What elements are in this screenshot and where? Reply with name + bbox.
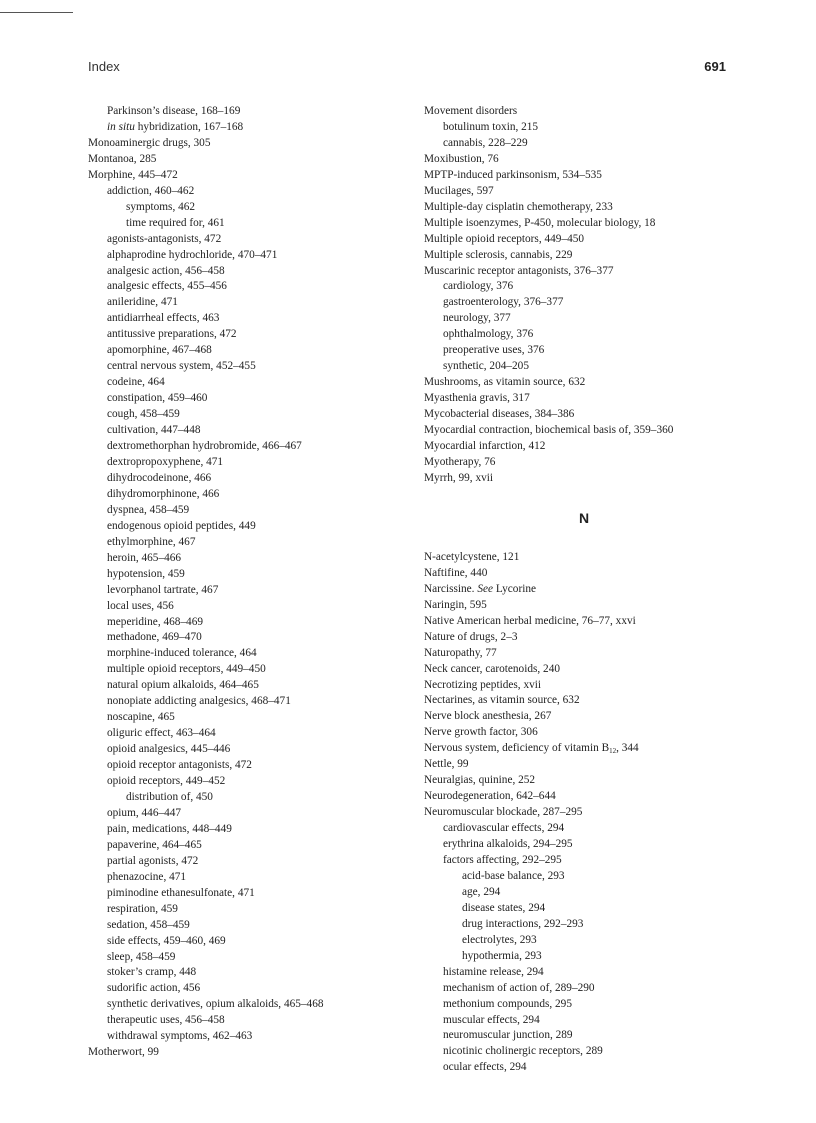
entry-text: Neuralgias, quinine, 252: [424, 774, 536, 787]
index-entry: [88, 455, 408, 471]
entry-text: sedation, 458–459: [107, 918, 190, 931]
index-entry: [424, 359, 744, 375]
index-entry: [424, 853, 744, 869]
entry-text: Nature of drugs, 2–3: [424, 630, 518, 643]
entry-text: Naringin, 595: [424, 598, 487, 611]
index-entry: [88, 391, 408, 407]
index-entry: [88, 152, 408, 168]
index-entry: [424, 997, 744, 1013]
entry-text: cultivation, 447–448: [107, 424, 201, 437]
index-entry: [88, 216, 408, 232]
entry-text: Myasthenia gravis, 317: [424, 392, 530, 405]
index-entry: [424, 104, 744, 120]
entry-text: MPTP-induced parkinsonism, 534–535: [424, 168, 602, 181]
index-entry: [88, 615, 408, 631]
index-entry: [424, 837, 744, 853]
entry-text: Multiple-day cisplatin chemotherapy, 233: [424, 200, 613, 213]
index-entry: [88, 471, 408, 487]
index-entry: [88, 838, 408, 854]
entry-text: Naturopathy, 77: [424, 646, 497, 659]
index-entry: [424, 630, 744, 646]
index-entry: [424, 566, 744, 582]
entry-text: disease states, 294: [462, 901, 546, 914]
index-entry: [424, 917, 744, 933]
index-entry: [88, 1045, 408, 1061]
index-entry: [88, 981, 408, 997]
entry-text: hypotension, 459: [107, 567, 185, 580]
entry-text: Nerve block anesthesia, 267: [424, 710, 552, 723]
entry-text: piminodine ethanesulfonate, 471: [107, 886, 255, 899]
index-entry: [88, 439, 408, 455]
index-group-m: [424, 104, 744, 487]
entry-text: cardiology, 376: [443, 280, 514, 293]
index-entry: [424, 789, 744, 805]
entry-text: hybridization, 167–168: [137, 120, 244, 133]
entry-text: Mucilages, 597: [424, 184, 494, 197]
index-entry: [424, 439, 744, 455]
index-entry: [88, 854, 408, 870]
index-entry: [88, 279, 408, 295]
index-entry: [424, 901, 744, 917]
entry-text: analgesic action, 456–458: [107, 264, 225, 277]
entry-text: Nervous system, deficiency of vitamin B: [424, 742, 610, 755]
entry-text: Multiple isoenzymes, P-450, molecular biology, 18: [424, 216, 656, 229]
index-entry: [88, 902, 408, 918]
entry-text: muscular effects, 294: [443, 1013, 540, 1026]
index-entry: [424, 152, 744, 168]
entry-text: neuromuscular junction, 289: [443, 1029, 573, 1042]
running-head: [88, 59, 728, 77]
index-entry: [88, 822, 408, 838]
entry-text: heroin, 465–466: [107, 551, 182, 564]
entry-text: Nettle, 99: [424, 758, 469, 771]
entry-text: dihydrocodeinone, 466: [107, 471, 212, 484]
entry-text: Muscarinic receptor antagonists, 376–377: [424, 264, 614, 277]
entry-text: endogenous opioid peptides, 449: [107, 519, 256, 532]
index-entry: [88, 710, 408, 726]
entry-text: apomorphine, 467–468: [107, 344, 212, 357]
entry-text: distribution of, 450: [126, 790, 213, 803]
index-entry: [424, 295, 744, 311]
entry-text: Motherwort, 99: [88, 1046, 159, 1059]
index-entry: [424, 773, 744, 789]
entry-text: neurology, 377: [443, 312, 511, 325]
index-entry: [424, 232, 744, 248]
index-entry: [424, 216, 744, 232]
index-entry: [424, 693, 744, 709]
entry-text: synthetic, 204–205: [443, 360, 529, 373]
entry-text: botulinum toxin, 215: [443, 120, 539, 133]
index-entry: [88, 407, 408, 423]
index-entry: [88, 774, 408, 790]
index-entry: [88, 870, 408, 886]
index-entry: [88, 519, 408, 535]
entry-text: Neuromuscular blockade, 287–295: [424, 806, 583, 819]
index-entry: [88, 726, 408, 742]
entry-text: levorphanol tartrate, 467: [107, 583, 219, 596]
entry-text: oliguric effect, 463–464: [107, 727, 216, 740]
entry-text: codeine, 464: [107, 376, 165, 389]
index-column-left: [88, 104, 408, 1061]
entry-text: Nerve growth factor, 306: [424, 726, 538, 739]
entry-text: Neurodegeneration, 642–644: [424, 790, 556, 803]
index-entry: [424, 168, 744, 184]
index-entry: [424, 423, 744, 439]
index-entry: [88, 646, 408, 662]
entry-text: cannabis, 228–229: [443, 136, 528, 149]
entry-text: cardiovascular effects, 294: [443, 822, 565, 835]
entry-text: Myotherapy, 76: [424, 455, 496, 468]
entry-text: synthetic derivatives, opium alkaloids, 465–468: [107, 998, 324, 1011]
index-entry: [88, 295, 408, 311]
entry-text: Myrrh, 99, xvii: [424, 471, 494, 484]
index-entry: [88, 168, 408, 184]
index-entry: [424, 582, 744, 598]
entry-text: addiction, 460–462: [107, 184, 195, 197]
entry-text: factors affecting, 292–295: [443, 853, 562, 866]
index-entry: [424, 725, 744, 741]
index-entry: [88, 184, 408, 200]
entry-text: Mycobacterial diseases, 384–386: [424, 408, 575, 421]
index-entry: [88, 934, 408, 950]
entry-see-reference: See: [477, 582, 494, 595]
entry-text: mechanism of action of, 289–290: [443, 981, 595, 994]
index-entry: [424, 981, 744, 997]
entry-text: therapeutic uses, 456–458: [107, 1014, 225, 1027]
entry-text: sleep, 458–459: [107, 950, 176, 963]
index-column-right: [424, 104, 744, 1076]
section-name: Index: [88, 59, 120, 74]
entry-text: agonists-antagonists, 472: [107, 232, 222, 245]
index-entry: [88, 551, 408, 567]
entry-text: antidiarrheal effects, 463: [107, 312, 220, 325]
index-entry: [424, 264, 744, 280]
entry-text: dihydromorphinone, 466: [107, 487, 220, 500]
entry-text: acid-base balance, 293: [462, 869, 565, 882]
entry-text: Monoaminergic drugs, 305: [88, 136, 211, 149]
entry-text: erythrina alkaloids, 294–295: [443, 838, 573, 851]
index-entry: [424, 311, 744, 327]
index-entry: [88, 567, 408, 583]
index-entry: [88, 343, 408, 359]
entry-text: opioid analgesics, 445–446: [107, 743, 231, 756]
index-entry: [88, 359, 408, 375]
index-entry: [424, 471, 744, 487]
entry-suffix: , 344: [616, 742, 639, 755]
index-entry: [424, 391, 744, 407]
index-entry: [424, 614, 744, 630]
index-entry: [88, 120, 408, 136]
entry-text: stoker’s cramp, 448: [107, 966, 197, 979]
entry-text: Parkinson’s disease, 168–169: [107, 105, 241, 117]
entry-text: nicotinic cholinergic receptors, 289: [443, 1045, 603, 1058]
entry-text: ethylmorphine, 467: [107, 535, 196, 548]
index-entry: [424, 248, 744, 264]
index-entry: [88, 997, 408, 1013]
index-entry: [88, 758, 408, 774]
entry-text: hypothermia, 293: [462, 949, 542, 962]
index-entry: [88, 950, 408, 966]
index-entry: [424, 709, 744, 725]
index-entry: [424, 1028, 744, 1044]
entry-text: histamine release, 294: [443, 965, 544, 978]
entry-text: sudorific action, 456: [107, 982, 201, 995]
section-letter-heading: N: [578, 509, 590, 526]
entry-text: time required for, 461: [126, 216, 225, 229]
entry-text: alphaprodine hydrochloride, 470–471: [107, 248, 278, 261]
entry-text: Multiple opioid receptors, 449–450: [424, 232, 585, 245]
entry-text: morphine-induced tolerance, 464: [107, 647, 257, 660]
index-entry: [88, 886, 408, 902]
entry-text: dyspnea, 458–459: [107, 503, 190, 516]
index-entry: [424, 343, 744, 359]
entry-text: antitussive preparations, 472: [107, 328, 237, 341]
index-entry: [424, 120, 744, 136]
index-entry: [424, 279, 744, 295]
index-entry: [88, 965, 408, 981]
entry-text: local uses, 456: [107, 599, 174, 612]
index-entry: [88, 742, 408, 758]
entry-text: Montanoa, 285: [88, 152, 157, 165]
index-entry: [424, 598, 744, 614]
index-entry: [424, 327, 744, 343]
entry-text: side effects, 459–460, 469: [107, 934, 226, 947]
index-entry: [88, 918, 408, 934]
entry-text: Mushrooms, as vitamin source, 632: [424, 376, 586, 389]
index-entry: [424, 805, 744, 821]
index-entry: [88, 535, 408, 551]
entry-text: dextromethorphan hydrobromide, 466–467: [107, 440, 302, 453]
entry-text: constipation, 459–460: [107, 392, 208, 405]
entry-text: methonium compounds, 295: [443, 997, 572, 1010]
index-entry: [88, 694, 408, 710]
index-entry: [88, 1013, 408, 1029]
entry-text: pain, medications, 448–449: [107, 822, 232, 835]
index-entry: [88, 1029, 408, 1045]
index-entry: [424, 1060, 744, 1076]
index-entry: [424, 821, 744, 837]
entry-text: age, 294: [462, 885, 501, 898]
entry-text: ophthalmology, 376: [443, 328, 534, 341]
entry-text: gastroenterology, 376–377: [443, 296, 564, 309]
entry-text: preoperative uses, 376: [443, 344, 545, 357]
entry-text: Movement disorders: [424, 105, 518, 117]
entry-italic-prefix: in situ: [107, 120, 135, 133]
entry-text: electrolytes, 293: [462, 933, 537, 946]
entry-text: drug interactions, 292–293: [462, 917, 584, 930]
entry-text: anileridine, 471: [107, 296, 178, 309]
index-entry: [424, 1044, 744, 1060]
entry-text: Myocardial infarction, 412: [424, 440, 546, 453]
entry-text: Narcissine.: [424, 582, 475, 595]
index-entry: [88, 104, 408, 120]
index-entry: [88, 503, 408, 519]
entry-text: methadone, 469–470: [107, 631, 202, 644]
index-entry: [424, 885, 744, 901]
index-entry: [424, 949, 744, 965]
entry-text: Morphine, 445–472: [88, 168, 178, 181]
entry-text: ocular effects, 294: [443, 1061, 527, 1074]
corner-rule: [0, 12, 73, 13]
index-entry: [88, 311, 408, 327]
index-entry: [88, 136, 408, 152]
index-entry: [424, 678, 744, 694]
entry-text: Necrotizing peptides, xvii: [424, 678, 542, 691]
index-entry: [424, 550, 744, 566]
index-entry: [88, 232, 408, 248]
index-entry: [424, 375, 744, 391]
index-entry: [88, 264, 408, 280]
index-entry: [88, 423, 408, 439]
index-entry: [424, 757, 744, 773]
entry-text: symptoms, 462: [126, 200, 196, 213]
entry-text: respiration, 459: [107, 902, 178, 915]
entry-text: opioid receptor antagonists, 472: [107, 759, 252, 772]
index-entry: [88, 599, 408, 615]
entry-text: Multiple sclerosis, cannabis, 229: [424, 248, 573, 261]
entry-text: opium, 446–447: [107, 806, 182, 819]
entry-text: Moxibustion, 76: [424, 152, 499, 165]
index-entry: [88, 662, 408, 678]
page-number: 691: [704, 59, 726, 74]
index-entry: [88, 806, 408, 822]
entry-text: Nectarines, as vitamin source, 632: [424, 694, 580, 707]
index-entry: [424, 455, 744, 471]
index-entry: [424, 965, 744, 981]
entry-text: Neck cancer, carotenoids, 240: [424, 662, 560, 675]
index-entry: [88, 790, 408, 806]
entry-text: opioid receptors, 449–452: [107, 775, 226, 788]
entry-text: Native American herbal medicine, 76–77, xxvi: [424, 614, 636, 627]
index-entry: [424, 741, 744, 757]
entry-text: withdrawal symptoms, 462–463: [107, 1030, 253, 1043]
index-entry: [424, 136, 744, 152]
entry-text: Naftifine, 440: [424, 566, 488, 579]
entry-text: meperidine, 468–469: [107, 615, 204, 628]
index-entry: [424, 933, 744, 949]
index-entry: [424, 200, 744, 216]
index-entry: [424, 646, 744, 662]
entry-text: partial agonists, 472: [107, 854, 199, 867]
entry-text: natural opium alkaloids, 464–465: [107, 679, 259, 692]
entry-text: central nervous system, 452–455: [107, 360, 256, 373]
index-entry: [88, 327, 408, 343]
entry-text: nonopiate addicting analgesics, 468–471: [107, 695, 291, 708]
entry-text: phenazocine, 471: [107, 870, 187, 883]
entry-text: dextropropoxyphene, 471: [107, 455, 224, 468]
entry-see-target: Lycorine: [495, 582, 537, 595]
index-entry: [88, 375, 408, 391]
entry-text: Myocardial contraction, biochemical basis of, 359–360: [424, 424, 674, 437]
entry-text: multiple opioid receptors, 449–450: [107, 663, 266, 676]
index-entry: [88, 678, 408, 694]
index-entry: [424, 1013, 744, 1029]
index-entry: [88, 583, 408, 599]
entry-text: noscapine, 465: [107, 711, 175, 724]
entry-text: cough, 458–459: [107, 408, 180, 421]
index-entry: [88, 487, 408, 503]
index-entry: [424, 407, 744, 423]
index-group-n: [424, 550, 744, 1076]
index-entry: [424, 184, 744, 200]
index-entry: [88, 200, 408, 216]
entry-text: N-acetylcystene, 121: [424, 550, 520, 563]
index-entry: [424, 662, 744, 678]
entry-text: analgesic effects, 455–456: [107, 280, 227, 293]
index-entry: [88, 630, 408, 646]
index-entry: [424, 869, 744, 885]
entry-subscript: 12: [609, 747, 617, 756]
index-entry: [88, 248, 408, 264]
entry-text: papaverine, 464–465: [107, 838, 202, 851]
